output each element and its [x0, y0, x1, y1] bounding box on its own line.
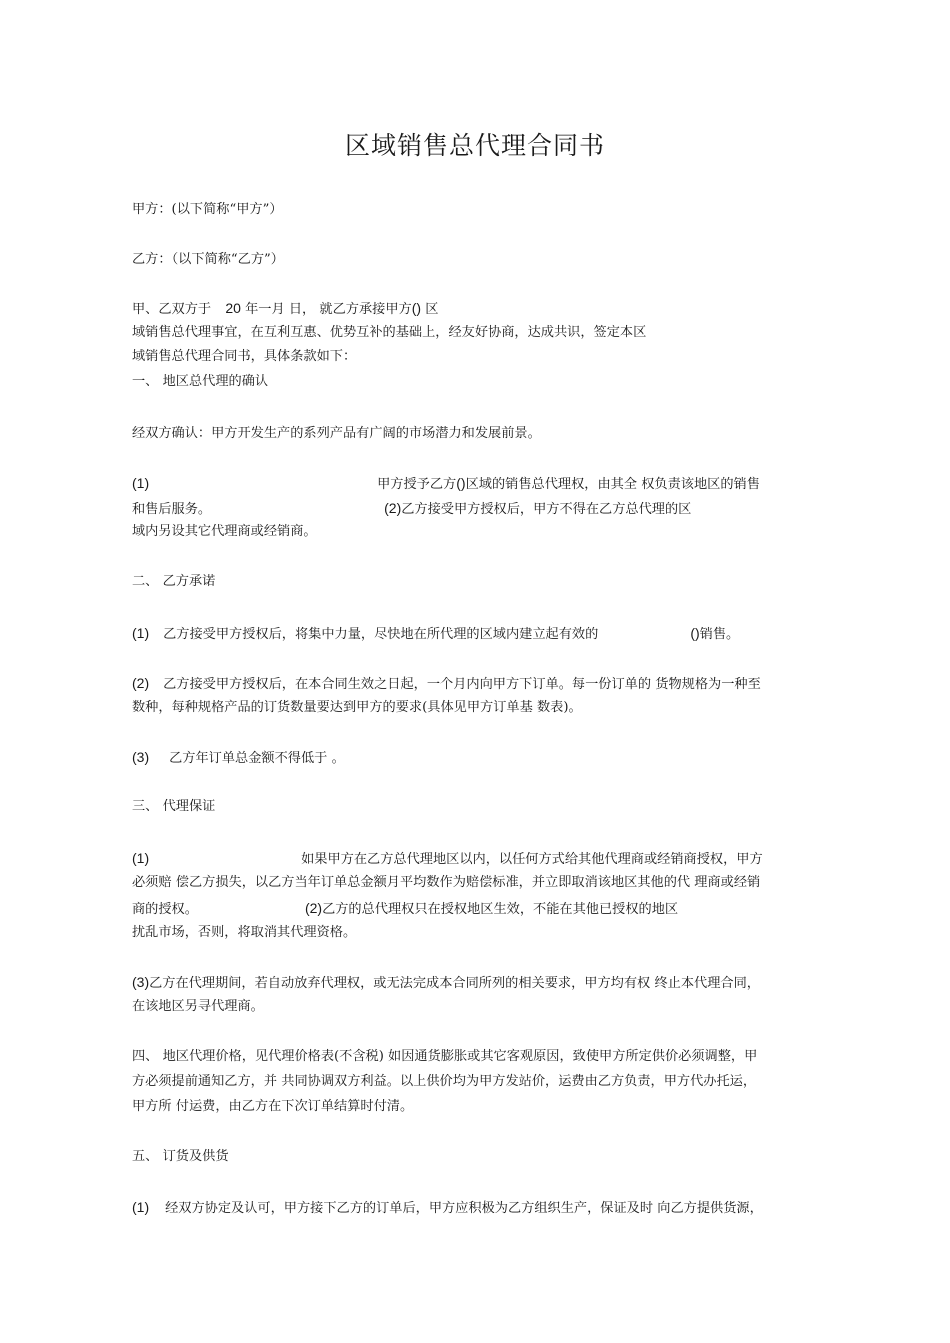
party-a-line: 甲方：(以下简称“甲方”） [132, 202, 283, 217]
item-text: 如果甲方在乙方总代理地区以内，以任何方式给其他代理商或经销商授权，甲方 [301, 852, 763, 867]
blank-paren: () [456, 475, 466, 491]
item-number: (1) [132, 625, 150, 641]
item-text: 乙方在代理期间，若自动放弃代理权，或无法完成本合同所列的相关要求，甲方均有权 终止本代理合同， [149, 976, 760, 991]
item-number: (1) [132, 850, 150, 866]
section-5-item-1 [132, 1198, 763, 1218]
item-text: 甲方授予乙方 [377, 477, 457, 492]
section-4-line-1: 四、 地区代理价格，见代理价格表(不含税) 如因通货膨胀或其它客观原因，致使甲方所定供价必须调整，甲 [132, 1049, 758, 1064]
section-1-item-1-line-2 [132, 499, 691, 519]
section-1-heading: 一、 地区总代理的确认 [132, 374, 269, 389]
section-3-heading: 三、 代理保证 [132, 799, 216, 814]
item-number: (1) [132, 475, 150, 491]
item-text: 乙方接受甲方授权后，在本合同生效之日起，一个月内向甲方下订单。每一份订单的 货物规格为一种至 [163, 677, 761, 692]
item-number: (2) [384, 500, 402, 516]
section-2-item-1 [132, 624, 739, 644]
year-prefix: 20 [225, 300, 241, 316]
section-3-item-3-line-2: 在该地区另寻代理商。 [132, 999, 264, 1014]
section-3-item-1-line-2: 必须赔 偿乙方损失，以乙方当年订单总金额月平均数作为赔偿标准，并立即取消该地区其他的代 理商或经销 [132, 875, 761, 890]
section-1-paragraph: 经双方确认：甲方开发生产的系列产品有广阔的市场潜力和发展前景。 [132, 426, 541, 441]
intro-text: 年一月 日， 就乙方承接甲方 [245, 302, 412, 317]
item-text: 经双方协定及认可，甲方接下乙方的订单后，甲方应积极为乙方组织生产，保证及时 向乙方提供货源， [165, 1201, 763, 1216]
party-b-line: 乙方：（以下简称“乙方”） [132, 252, 284, 267]
item-text: 乙方年订单总金额不得低于 。 [169, 751, 345, 766]
section-4-line-2: 方必须提前通知乙方，并 共同协调双方利益。以上供价均为甲方发站价，运费由乙方负责，甲方代办托运， [132, 1074, 757, 1089]
item-number: (3) [132, 974, 150, 990]
intro-line-1 [132, 299, 438, 319]
item-text: 乙方接受甲方授权后，甲方不得在乙方总代理的区 [401, 502, 692, 517]
item-text: 商的授权。 [132, 902, 198, 917]
section-2-item-2-line-2: 数种，每种规格产品的订货数量要达到甲方的要求(具体见甲方订单基 数表)。 [132, 700, 582, 715]
section-1-item-1-line-3: 域内另设其它代理商或经销商。 [132, 524, 317, 539]
item-number: (1) [132, 1199, 150, 1215]
item-number: (3) [132, 749, 150, 765]
intro-line-3: 域销售总代理合同书，具体条款如下： [132, 349, 357, 364]
intro-text: 甲、乙双方于 [132, 302, 212, 317]
blank-paren: () [411, 300, 422, 316]
item-text: 乙方接受甲方授权后，将集中力量，尽快地在所代理的区域内建立起有效的 [163, 627, 599, 642]
item-text: 销售。 [699, 627, 740, 642]
item-text: 区域的销售总代理权，由其全 权负责该地区的销售 [465, 477, 760, 492]
item-text: 和售后服务。 [132, 502, 212, 517]
section-4-line-3: 甲方所 付运费，由乙方在下次订单结算时付清。 [132, 1099, 414, 1114]
section-1-item-1-line-1 [132, 474, 760, 494]
document-title: 区域销售总代理合同书 [344, 131, 605, 160]
item-number: (2) [304, 900, 323, 916]
section-2-item-3 [132, 748, 345, 768]
section-3-item-1-line-4: 扰乱市场，否则，将取消其代理资格。 [132, 925, 357, 940]
section-3-item-1-line-3 [132, 899, 678, 919]
section-3-item-3-line-1 [132, 973, 760, 993]
intro-text: 区 [425, 302, 439, 317]
section-5-heading: 五、 订货及供货 [132, 1149, 229, 1164]
item-number: (2) [132, 675, 150, 691]
item-text: 乙方的总代理权只在授权地区生效，不能在其他已授权的地区 [322, 902, 679, 917]
blank-paren: () [690, 625, 700, 641]
section-3-item-1-line-1 [132, 849, 763, 869]
intro-line-2: 域销售总代理事宜，在互利互惠、优势互补的基础上，经友好协商，达成共识，签定本区 [132, 325, 647, 340]
section-2-item-2-line-1 [132, 674, 761, 694]
section-2-heading: 二、 乙方承诺 [132, 574, 216, 589]
